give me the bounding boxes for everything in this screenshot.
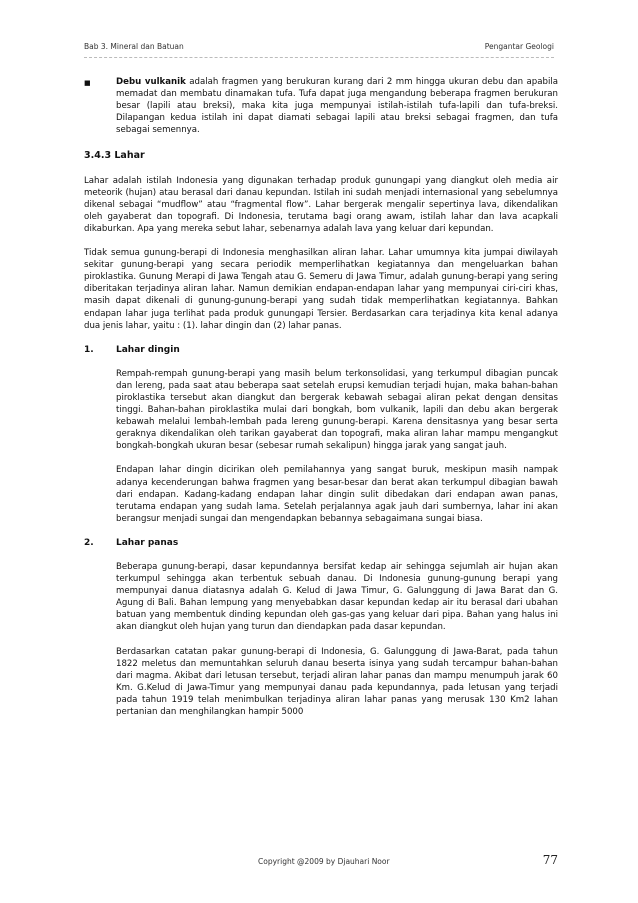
bullet-term: Debu vulkanik xyxy=(116,77,186,87)
lahar-panas-paragraph-2: Berdasarkan catatan pakar gunung-berapi di Indonesia, G. Galunggung di Jawa-Barat, pada tahun 1822 meletus dan memuntahkan seluruh danau beserta isinya yang sudah tercampur bahan-bahan dari magma. Akibat dari letusan tersebut, terjadi aliran lahar panas dan mampu menumpuh jarak 60 Km. G.Kelud di Jawa-Timur yang mempunyai danau pada kepundannya, pada letusan yang terjadi pada tahun 1919 telah menimbulkan terjadinya aliran lahar panas yang merusak 130 Km2 lahan pertanian dan menghilangkan hampir 5000 xyxy=(116,646,558,718)
section-paragraph-1: Lahar adalah istilah Indonesia yang digunakan terhadap produk gunungapi yang diangkut oleh media air meteorik (hujan) atau berasal dari danau kepundan. Istilah ini sudah menjadi internasional yang sebelumnya dikenal sebagai “mudflow” atau “fragmental flow”. Lahar bergerak mengalir sepertinya lava, dikendalikan oleh gayaberat dan topografi. Di Indonesia, terutama bagi orang awam, istilah lahar dan lava acapkali dikaburkan. Apa yang mereka sebut lahar, sebenarnya adalah lava yang keluar dari kepundan. xyxy=(84,175,558,234)
bullet-debu-vulkanik xyxy=(84,76,558,136)
list-title: Lahar panas xyxy=(116,537,179,548)
bullet-text xyxy=(116,76,558,136)
header-divider xyxy=(84,57,554,58)
lahar-dingin-paragraph-2: Endapan lahar dingin dicirikan oleh pemilahannya yang sangat buruk, meskipun masih nampak adanya kecenderungan bahwa fragmen yang besar-besar dan berat akan terkumpul dibagian bawah dari endapan. Kadang-kadang endapan lahar dingin sulit dibedakan dari endapan awan panas, terutama endapan yang sudah lama. Setelah perjalannya agak jauh dari sumbernya, lahar ini akan berangsur menjadi sungai dan mengendapkan bebannya sebagaimana sungai biasa. xyxy=(116,465,558,524)
square-bullet-icon: ■ xyxy=(84,79,91,87)
lahar-dingin-paragraph-1: Rempah-rempah gunung-berapi yang masih belum terkonsolidasi, yang terkumpul dibagian puncak dan lereng, pada saat atau beberapa saat setelah erupsi kemudian terjadi hujan, maka bahan-bahan piroklastika tersebut akan diangkut dan bergerak kebawah sebagai aliran pekat dengan densitas tinggi. Bahan-bahan piroklastika mulai dari bongkah, bom vulkanik, lapili dan debu akan bergerak kebawah melalui lembah-lembah pada lereng gunung-berapi. Karena densitasnya yang besar serta geraknya dikendalikan oleh tarikan gayaberat dan topografi, maka aliran lahar mampu mengangkut bongkah-bongkah ukuran besar (sebesar rumah sekalipun) hingga jarak yang sangat jauh. xyxy=(116,368,558,452)
header-chapter: Bab 3. Mineral dan Batuan xyxy=(84,42,184,51)
list-number: 1. xyxy=(84,344,94,355)
page-header xyxy=(84,42,554,51)
list-title: Lahar dingin xyxy=(116,344,180,355)
list-number: 2. xyxy=(84,537,94,548)
footer-copyright: Copyright @2009 by Djauhari Noor xyxy=(258,857,390,866)
list-item-lahar-panas xyxy=(84,537,558,549)
list-item-lahar-dingin xyxy=(84,344,558,356)
page-number: 77 xyxy=(542,853,558,867)
section-title: 3.4.3 Lahar xyxy=(84,150,145,162)
header-book-title: Pengantar Geologi xyxy=(484,42,554,51)
bullet-body: adalah fragmen yang berukuran kurang dari 2 mm hingga ukuran debu dan apabila memadat dan membatu dinamakan tufa. Tufa dapat juga mengandung beberapa fragmen berukuran besar (lapili atau breksi), maka kita juga mempunyai istilah-istilah tufa-lapili dan tufa-breksi. Dilapangan kedua istilah ini dapat diamati sebagai lapili atau breksi sebagai fragmen, dan tufa sebagai semennya. xyxy=(116,77,558,136)
lahar-panas-paragraph-1: Beberapa gunung-berapi, dasar kepundannya bersifat kedap air sehingga sejumlah air hujan akan terkumpul sehingga akan terbentuk sebuah danau. Di Indonesia gunung-gunung berapi yang mempunyai danua diatasnya adalah G. Kelud di Jawa Timur, G. Galunggung di Jawa Barat dan G. Agung di Bali. Bahan lempung yang menyebabkan dasar kepundan kedap air itu berasal dari ubahan batuan yang membentuk dinding kepundan oleh gas-gas yang keluar dari pipa. Bahan yang halus ini akan diangkut oleh hujan yang turun dan diendapkan pada dasar kepundan. xyxy=(116,562,558,633)
page-body xyxy=(84,76,558,730)
section-paragraph-2: Tidak semua gunung-berapi di Indonesia menghasilkan aliran lahar. Lahar umumnya kita jumpai diwilayah sekitar gunung-berapi yang secara periodik memperlihatkan kegiatannya dan mengeluarkan bahan piroklastika. Gunung Merapi di Jawa Tengah atau G. Semeru di Jawa Timur, adalah gunung-berapi yang sering diberitakan terjadinya aliran lahar. Namun demikian endapan-endapan lahar yang mempunyai ciri-ciri khas, masih dapat dikenali di gunung-gunung-berapi yang sudah tidak memperlihatkan kegiatannya. Bahkan endapan lahar juga terlihat pada produk gunungapi Tersier. Berdasarkan cara terjadinya kita kenal adanya dua jenis lahar, yaitu : (1). lahar dingin dan (2) lahar panas. xyxy=(84,248,558,331)
